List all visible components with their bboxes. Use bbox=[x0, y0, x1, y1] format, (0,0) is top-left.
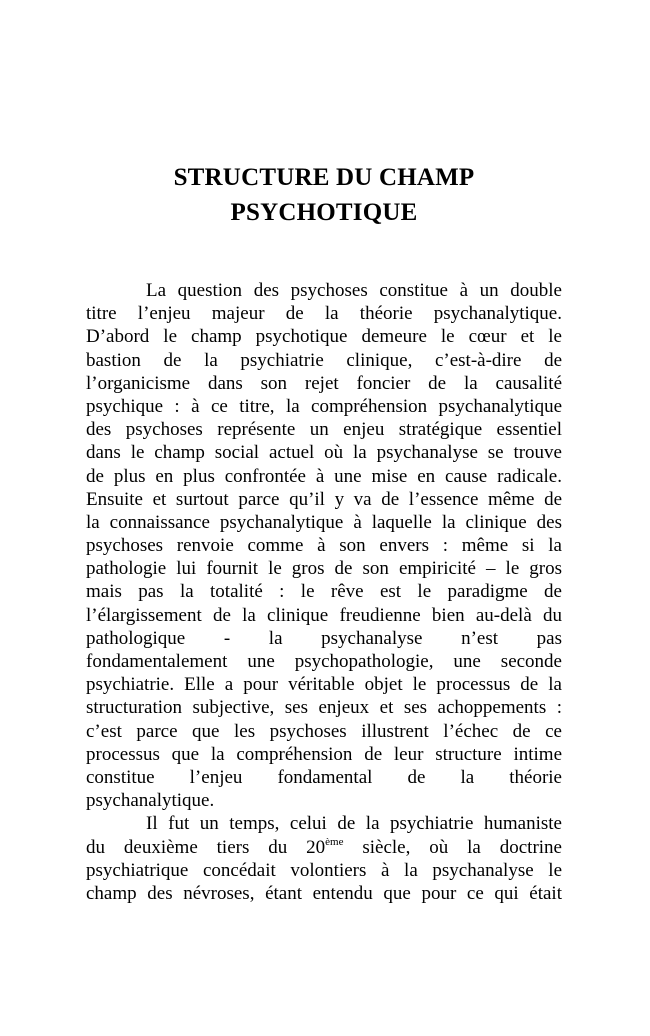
text-line: psychiatrie. Elle a pour véritable objet le processus de la bbox=[86, 674, 562, 696]
text-line: de plus en plus confrontée à une mise en cause radicale. bbox=[86, 465, 562, 487]
text-line: mais pas la totalité : le rêve est le paradigme de bbox=[86, 581, 562, 603]
text-segment: du deuxième tiers du 20 bbox=[86, 836, 326, 858]
text-line: pathologique - la psychanalyse n’est pas bbox=[86, 627, 562, 649]
text-line: psychoses renvoie comme à son envers : même si la bbox=[86, 535, 562, 557]
text-line-with-superscript bbox=[86, 836, 562, 859]
ordinal-superscript: ème bbox=[325, 835, 344, 848]
paragraph-2 bbox=[86, 812, 562, 905]
text-line: la connaissance psychanalytique à laquelle la clinique des bbox=[86, 511, 562, 533]
text-line: dans le champ social actuel où la psychanalyse se trouve bbox=[86, 442, 562, 464]
text-line: D’abord le champ psychotique demeure le cœur et le bbox=[86, 326, 562, 348]
text-line: processus que la compréhension de leur structure intime bbox=[86, 743, 562, 765]
text-line: Ensuite et surtout parce qu’il y va de l’essence même de bbox=[86, 488, 562, 510]
text-line: l’organicisme dans son rejet foncier de la causalité bbox=[86, 372, 562, 394]
text-line: Il fut un temps, celui de la psychiatrie humaniste bbox=[146, 813, 562, 835]
text-line: pathologie lui fournit le gros de son empiricité – le gros bbox=[86, 558, 562, 580]
text-line: psychique : à ce titre, la compréhension psychanalytique bbox=[86, 395, 562, 417]
text-line: structuration subjective, ses enjeux et ses achoppements : bbox=[86, 697, 562, 719]
text-line: titre l’enjeu majeur de la théorie psychanalytique. bbox=[86, 303, 562, 325]
body-text bbox=[86, 279, 562, 905]
text-line: psychanalytique. bbox=[86, 790, 215, 812]
text-line: des psychoses représente un enjeu stratégique essentiel bbox=[86, 419, 562, 441]
text-line: c’est parce que les psychoses illustrent l’échec de ce bbox=[86, 720, 562, 742]
text-line: fondamentalement une psychopathologie, une seconde bbox=[86, 651, 562, 672]
chapter-title-line-1: STRUCTURE DU CHAMP bbox=[173, 164, 475, 191]
chapter-title bbox=[86, 160, 562, 230]
text-line: champ des névroses, étant entendu que pour ce qui était bbox=[86, 882, 562, 904]
text-line: constitue l’enjeu fondamental de la théorie bbox=[86, 766, 562, 788]
text-line: l’élargissement de la clinique freudienne bien au-delà du bbox=[86, 604, 562, 626]
text-segment: siècle, où la doctrine bbox=[343, 836, 562, 858]
paragraph-1 bbox=[86, 279, 562, 812]
chapter-title-line-2: PSYCHOTIQUE bbox=[230, 199, 418, 226]
text-line: bastion de la psychiatrie clinique, c’est-à-dire de bbox=[86, 349, 562, 371]
text-line: La question des psychoses constitue à un double bbox=[146, 280, 562, 301]
text-line: psychiatrique concédait volontiers à la psychanalyse le bbox=[86, 859, 562, 881]
